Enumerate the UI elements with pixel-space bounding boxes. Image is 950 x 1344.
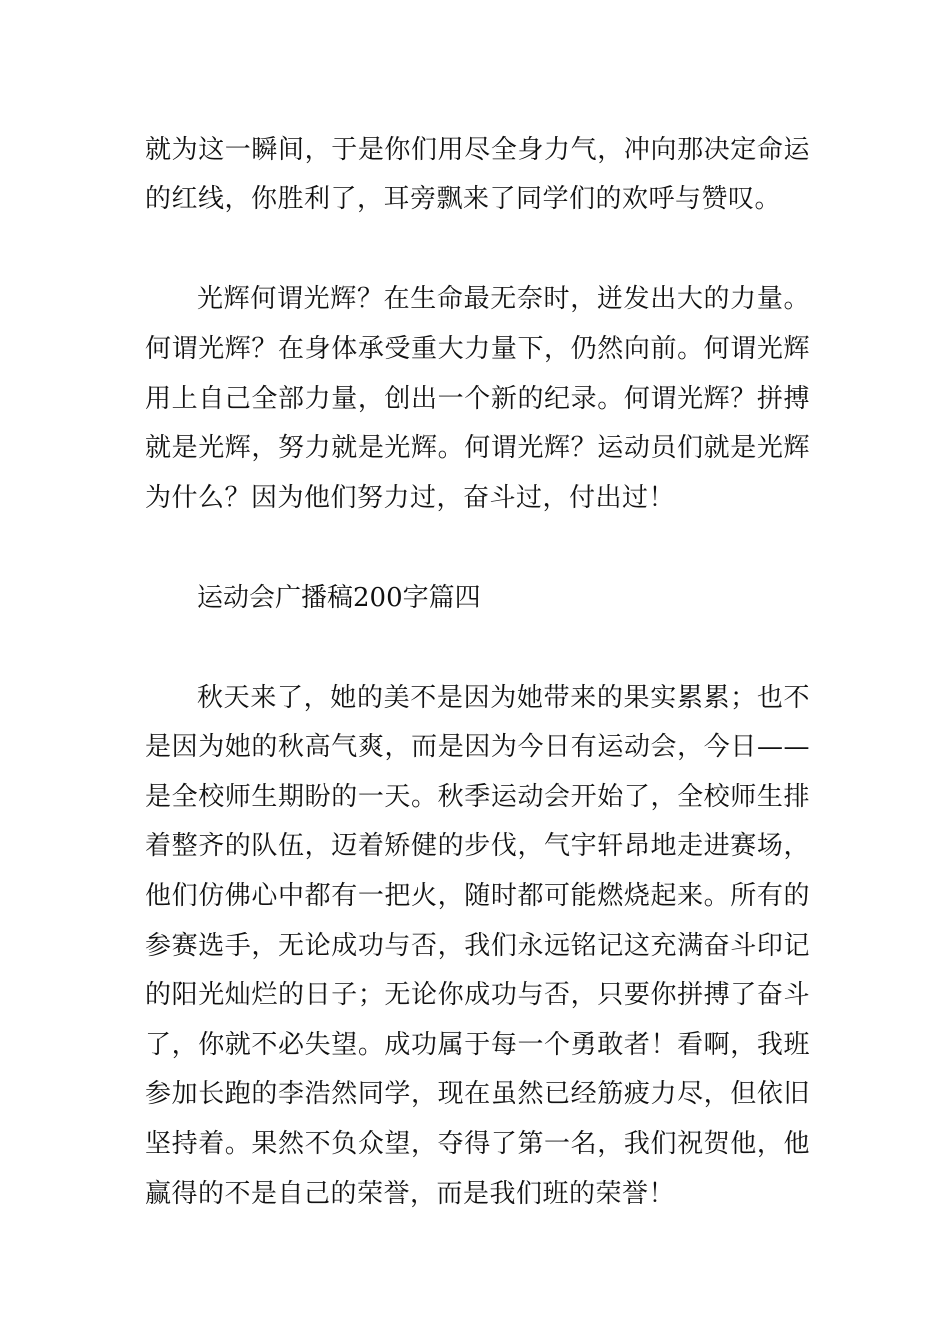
paragraph-3-line-2: 是因为她的秋高气爽，而是因为今日有运动会，今日—— — [145, 732, 810, 762]
paragraph-1-line-1: 就为这一瞬间，于是你们用尽全身力气，冲向那决定命运 — [145, 135, 810, 165]
paragraph-3-line-1: 秋天来了，她的美不是因为她带来的果实累累；也不 — [197, 683, 810, 713]
paragraph-3-line-5: 他们仿佛心中都有一把火，随时都可能燃烧起来。所有的 — [145, 881, 810, 911]
paragraph-3-line-8: 了，你就不必失望。成功属于每一个勇敢者！看啊，我班 — [145, 1030, 810, 1060]
paragraph-2-line-5: 为什么？因为他们努力过，奋斗过，付出过！ — [145, 483, 676, 513]
paragraph-3-line-11: 赢得的不是自己的荣誉，而是我们班的荣誉！ — [145, 1179, 676, 1209]
section-heading: 运动会广播稿200字篇四 — [197, 583, 481, 613]
paragraph-3-line-4: 着整齐的队伍，迈着矫健的步伐，气宇轩昂地走进赛场， — [145, 831, 810, 861]
paragraph-3-line-10: 坚持着。果然不负众望，夺得了第一名，我们祝贺他，他 — [145, 1129, 810, 1159]
paragraph-3-line-9: 参加长跑的李浩然同学，现在虽然已经筋疲力尽，但依旧 — [145, 1079, 810, 1109]
paragraph-2-line-3: 用上自己全部力量，创出一个新的纪录。何谓光辉？拼搏 — [145, 384, 810, 414]
paragraph-3-line-3: 是全校师生期盼的一天。秋季运动会开始了，全校师生排 — [145, 782, 810, 812]
paragraph-2-line-2: 何谓光辉？在身体承受重大力量下，仍然向前。何谓光辉 — [145, 334, 810, 364]
paragraph-2-line-4: 就是光辉，努力就是光辉。何谓光辉？运动员们就是光辉 — [145, 433, 810, 463]
paragraph-3-line-6: 参赛选手，无论成功与否，我们永远铭记这充满奋斗印记 — [145, 931, 810, 961]
paragraph-2-line-1: 光辉何谓光辉？在生命最无奈时，迸发出大的力量。 — [197, 284, 810, 314]
paragraph-3-line-7: 的阳光灿烂的日子；无论你成功与否，只要你拼搏了奋斗 — [145, 980, 810, 1010]
paragraph-1-line-2: 的红线，你胜利了，耳旁飘来了同学们的欢呼与赞叹。 — [145, 184, 782, 214]
